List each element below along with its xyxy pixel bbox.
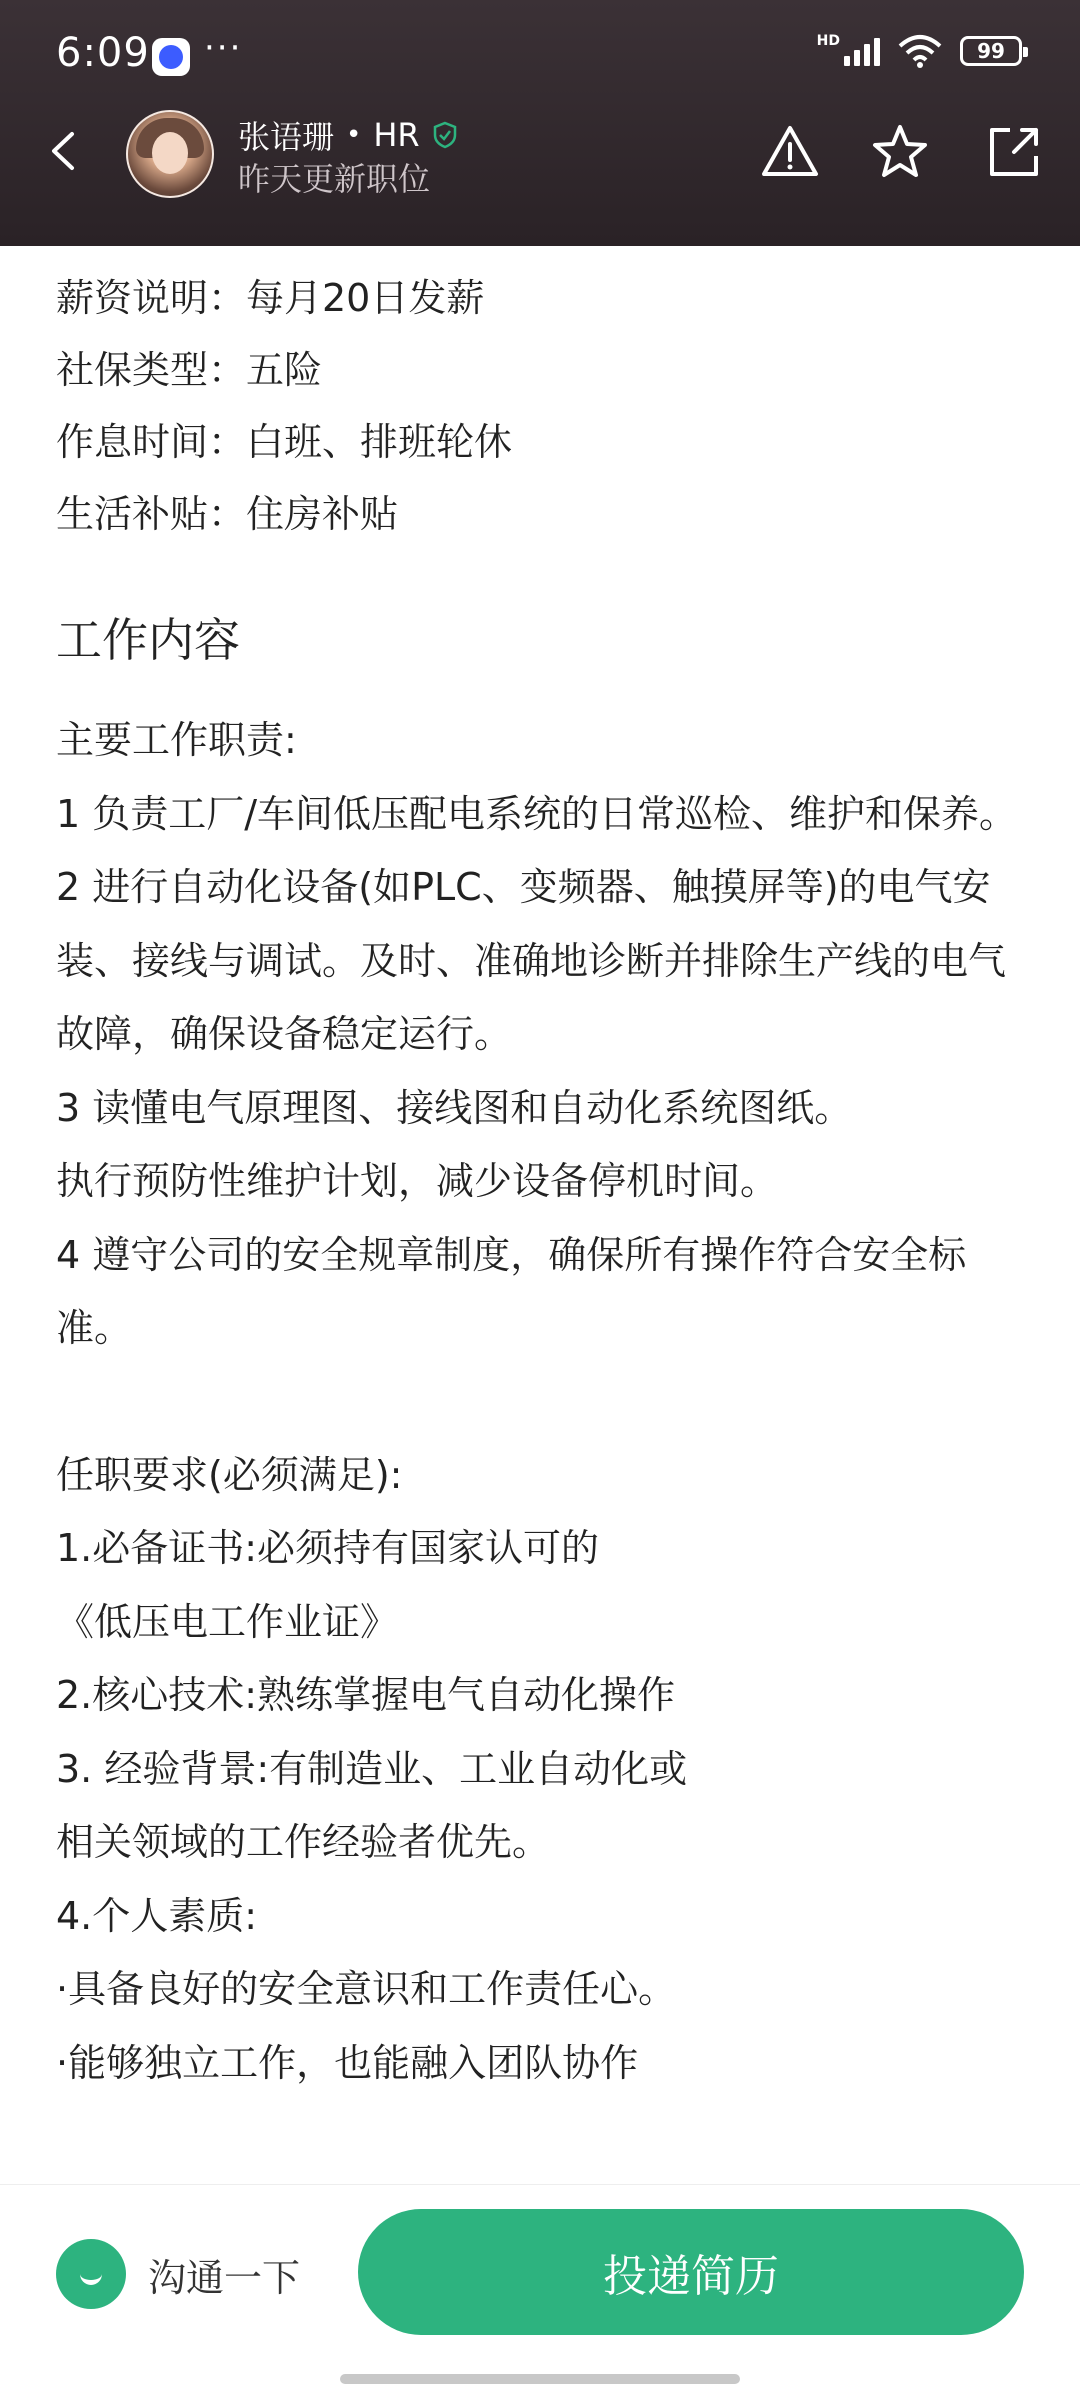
home-indicator[interactable] [340, 2374, 740, 2384]
status-bar [0, 0, 1080, 110]
requirements-heading: 任职要求(必须满足): [56, 1452, 403, 1497]
signal-icon [844, 36, 880, 66]
battery-icon [960, 36, 1022, 66]
header-bar [0, 0, 1080, 246]
verified-shield-icon [432, 121, 458, 149]
share-icon[interactable] [984, 122, 1044, 182]
status-icons [817, 34, 1022, 68]
requirement-item: 3. 经验背景:有制造业、工业自动化或 [56, 1746, 688, 1791]
update-status: 昨天更新职位 [238, 160, 431, 198]
salary-info: 薪资说明：每月20日发薪 [56, 276, 485, 320]
requirement-item: 相关领域的工作经验者优先。 [56, 1820, 551, 1864]
requirement-item: 《低压电工作业证》 [56, 1599, 399, 1644]
insurance-info: 社保类型：五险 [56, 348, 323, 392]
subsidy-info: 生活补贴：住房补贴 [56, 492, 399, 536]
more-notifications-icon: ··· [204, 28, 243, 68]
name-separator: • [346, 120, 362, 150]
duties-heading: 主要工作职责: [56, 718, 297, 762]
submit-resume-button[interactable]: 投递简历 [358, 2209, 1024, 2335]
hd-icon: HD [816, 33, 840, 49]
duty-item: 2 进行自动化设备(如PLC、变频器、触摸屏等)的电气安装、接线与调试。及时、准确地诊断并排除生产线的电气故障，确保设备稳定运行。 [56, 865, 1007, 1056]
chat-button[interactable]: 沟通一下 [148, 2256, 301, 2300]
requirement-item: 1.必备证书:必须持有国家认可的 [56, 1526, 600, 1570]
requirement-item: ·具备良好的安全意识和工作责任心。 [56, 1967, 677, 2011]
hr-avatar[interactable] [126, 110, 214, 198]
report-warning-icon[interactable] [760, 122, 820, 182]
hr-name-row[interactable] [238, 112, 458, 158]
nav-bar [0, 106, 1080, 234]
requirement-item: 4.个人素质: [56, 1893, 258, 1938]
wifi-icon [898, 34, 942, 68]
baidu-app-icon [152, 38, 190, 76]
requirement-item: ·能够独立工作，也能融入团队协作 [56, 2040, 639, 2085]
duty-item: 4 遵守公司的安全规章制度，确保所有操作符合安全标准。 [56, 1232, 967, 1350]
duty-item: 1 负责工厂/车间低压配电系统的日常巡检、维护和保养。 [56, 791, 1018, 836]
duty-item: 3 读懂电气原理图、接线图和自动化系统图纸。 [56, 1085, 853, 1130]
favorite-star-icon[interactable] [870, 122, 930, 182]
section-title: 工作内容 [56, 613, 240, 667]
bottom-action-bar [0, 2184, 1080, 2355]
job-detail-content [56, 262, 1026, 2100]
battery-level: 99 [977, 39, 1005, 63]
schedule-info: 作息时间：白班、排班轮休 [56, 420, 513, 464]
back-icon[interactable] [40, 126, 90, 176]
chat-icon[interactable] [56, 2239, 126, 2309]
hr-name: 张语珊 [238, 118, 335, 156]
status-time: 6:09 [56, 30, 150, 76]
hr-role: HR [373, 116, 420, 154]
duty-item: 执行预防性维护计划，减少设备停机时间。 [56, 1159, 779, 1203]
requirement-item: 2.核心技术:熟练掌握电气自动化操作 [56, 1673, 676, 1717]
